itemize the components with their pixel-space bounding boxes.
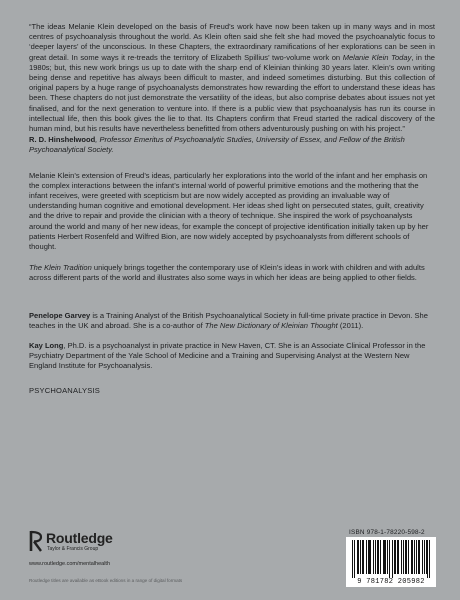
barcode-digits: 9 781782 205982 <box>357 578 425 586</box>
endorsement-attribution <box>29 135 435 155</box>
publisher-logo <box>29 530 149 558</box>
barcode-bars <box>352 540 430 578</box>
book-title: The Klein Tradition <box>29 263 92 273</box>
quote-text-2: , in the 1980s; but, this new work brings us up to date with the sharp end of Kleinian thinking 30 years later. Klein’s own writing being dense and repetitive has always been difficult to master, and indeed sometimes disturbing. But this collection of original papers by a huge range of psychoanalysts demonstrates how rewarding the effort to understand these ideas has been. These chapters do not just demonstrate the versatility of the ideas, but also comprise debates about issues not yet finalised, and for the next generation to venture into. If there is a public view that psychoanalysis has run its course in intellectual life, then this book gives the lie to that. Its Chapters confirm that Freud started the radical discovery of the human mind, but his results have nevertheless benefitted from others adventurously pushing on with his project.” <box>29 52 435 134</box>
endorser-name: R. D. Hinshelwood <box>29 135 96 145</box>
editor-bio-text: , Ph.D. is a psychoanalyst in private practice in New Haven, CT. She is an Associate Clinical Professor in the Psychiatry Department of the Yale School of Medicine and a Training and Supervising Analyst at the Western New England Institute for Psychoanalysis. <box>29 341 426 371</box>
isbn-barcode <box>346 537 436 587</box>
publisher-name: Routledge <box>46 530 113 546</box>
book-summary-text: uniquely brings together the contemporary use of Klein’s ideas in work with children and with adults across different parts of the world and illustrates also some ways in which her ideas are being applied to other fields. <box>29 263 425 283</box>
endorser-role: , Professor Emeritus of Psychoanalytic Studies, University of Essex, and Fellow of the British Psychoanalytical Society. <box>29 135 405 155</box>
editor-bio-text: is a Training Analyst of the British Psychoanalytical Society in full-time private practice in Devon. She teaches in the UK and abroad. She is a co-author of <box>29 310 428 330</box>
isbn-label: ISBN 978-1-78220-598-2 <box>349 529 425 536</box>
editor-name: Penelope Garvey <box>29 310 91 320</box>
editor-book-title: The New Dictionary of Kleinian Thought <box>204 320 338 330</box>
editor-bio-long <box>29 341 435 372</box>
publisher-subtitle: Taylor & Francis Group <box>47 546 99 552</box>
book-summary-paragraph <box>29 263 435 283</box>
routledge-r-icon <box>29 530 43 552</box>
editor-bio-end: (2011). <box>337 320 364 330</box>
editor-bio-garvey <box>29 311 435 331</box>
publisher-website: www.routledge.com/mentalhealth <box>29 561 111 567</box>
subject-category: PSYCHOANALYSIS <box>29 385 101 395</box>
endorsement-quote <box>29 22 435 134</box>
quote-book-title: Melanie Klein Today <box>342 52 412 62</box>
cover-text <box>29 22 435 396</box>
quote-text-1: “The ideas Melanie Klein developed on the basis of Freud’s work have now been taken up in many ways and in most centres of psychoanalysis throughout the world. As Klein often said she felt she had moved the psychoanalytic focus to ‘deeper layers’ of the unconscious. In these Chapters, the extraordinary ramifications of her explorations can be seen in great detail. In some ways it re-treads the territory of Elizabeth Spillius’ two-volume work on <box>29 22 435 62</box>
description-paragraph: Melanie Klein’s extension of Freud’s ideas, particularly her explorations into the world of the infant and her emphasis on the complex interactions between the infant’s internal world of powerful primitive emotions and the mothering that the infant receives, were greeted with scepticism but are now widely accepted as providing an invaluable way of understanding human cognitive and emotional development. Her ideas shed light on persecuted states, guilt, creativity and the drive to repair and provide the clinician with a theory of technique. She inspired the work of psychoanalysts around the world and many of her new ideas, for example the concept of projective identification initially taken up by her patients Herbert Rosenfeld and Wilfred Bion, are now widely accepted by psychoanalysts from different schools of thought. <box>29 170 429 252</box>
editor-name: Kay Long <box>29 341 64 351</box>
ebook-note: Routledge titles are available as eBook editions in a range of digital formats <box>29 578 183 583</box>
